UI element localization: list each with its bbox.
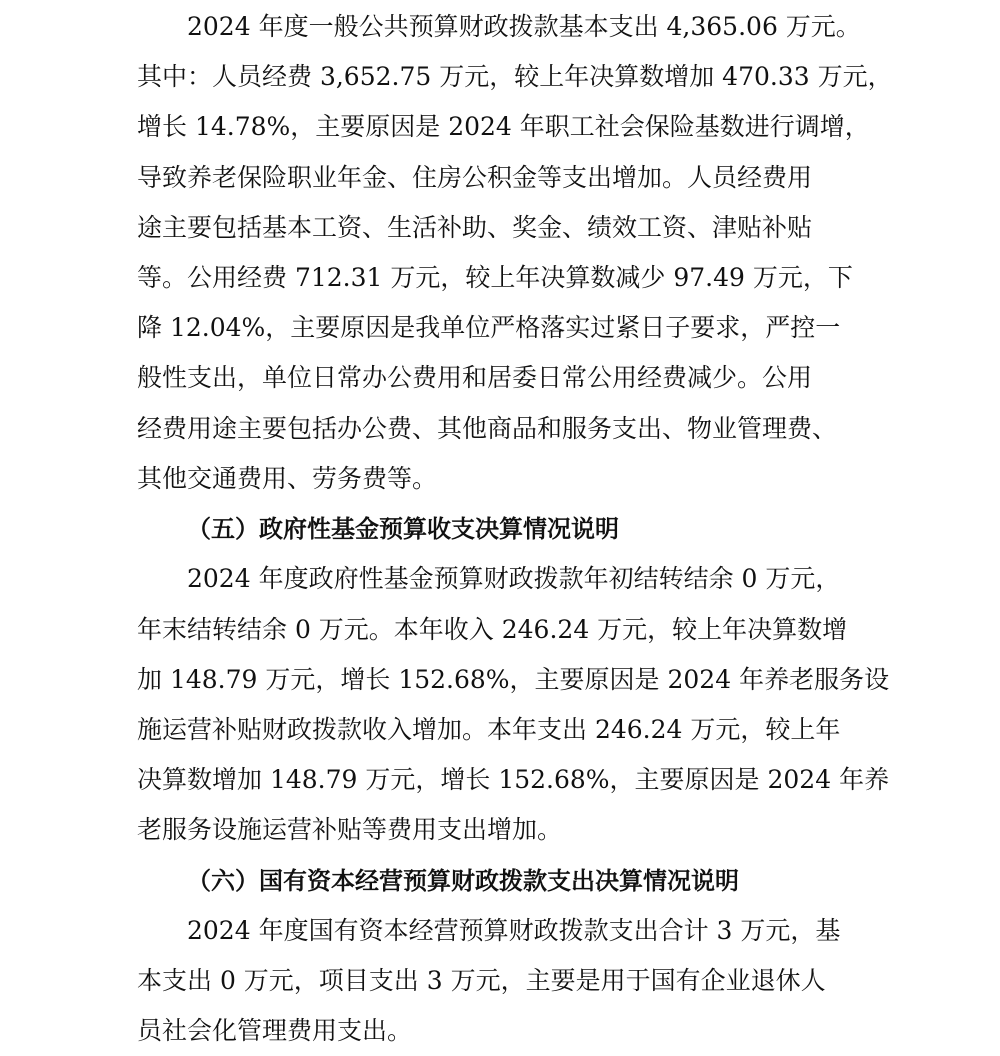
paragraph-line: 等。公用经费 712.31 万元，较上年决算数减少 97.49 万元，下	[137, 263, 853, 292]
paragraph-line: 经费用途主要包括办公费、其他商品和服务支出、物业管理费、	[137, 414, 838, 443]
paragraph-line: 其中：人员经费 3,652.75 万元，较上年决算数增加 470.33 万元，	[137, 62, 893, 91]
paragraph-line: 导致养老保险职业年金、住房公积金等支出增加。人员经费用	[137, 163, 813, 192]
paragraph-line: 施运营补贴财政拨款收入增加。本年支出 246.24 万元，较上年	[137, 715, 841, 744]
paragraph-line: 2024 年度政府性基金预算财政拨款年初结转结余 0 万元，	[187, 564, 841, 593]
paragraph-line: 加 148.79 万元，增长 152.68%，主要原因是 2024 年养老服务设	[137, 665, 890, 694]
paragraph-line: 增长 14.78%，主要原因是 2024 年职工社会保险基数进行调增，	[137, 112, 870, 141]
paragraph-line: 2024 年度国有资本经营预算财政拨款支出合计 3 万元，基	[187, 916, 841, 945]
paragraph-line: 年末结转结余 0 万元。本年收入 246.24 万元，较上年决算数增	[137, 615, 848, 644]
paragraph-line: 决算数增加 148.79 万元，增长 152.68%，主要原因是 2024 年养	[137, 765, 890, 794]
section-heading-5: （五）政府性基金预算收支决算情况说明	[187, 515, 619, 543]
paragraph-line: 般性支出，单位日常办公费用和居委日常公用经费减少。公用	[137, 363, 813, 392]
paragraph-line: 老服务设施运营补贴等费用支出增加。	[137, 815, 563, 844]
section-heading-6: （六）国有资本经营预算财政拨款支出决算情况说明	[187, 867, 739, 895]
paragraph-line: 本支出 0 万元，项目支出 3 万元，主要是用于国有企业退休人	[137, 966, 826, 995]
paragraph-line: 降 12.04%，主要原因是我单位严格落实过紧日子要求，严控一	[137, 313, 841, 342]
paragraph-line: 员社会化管理费用支出。	[137, 1016, 413, 1045]
paragraph-line: 其他交通费用、劳务费等。	[137, 464, 438, 493]
paragraph-line: 2024 年度一般公共预算财政拨款基本支出 4,365.06 万元。	[187, 12, 861, 41]
paragraph-line: 途主要包括基本工资、生活补助、奖金、绩效工资、津贴补贴	[137, 213, 813, 242]
